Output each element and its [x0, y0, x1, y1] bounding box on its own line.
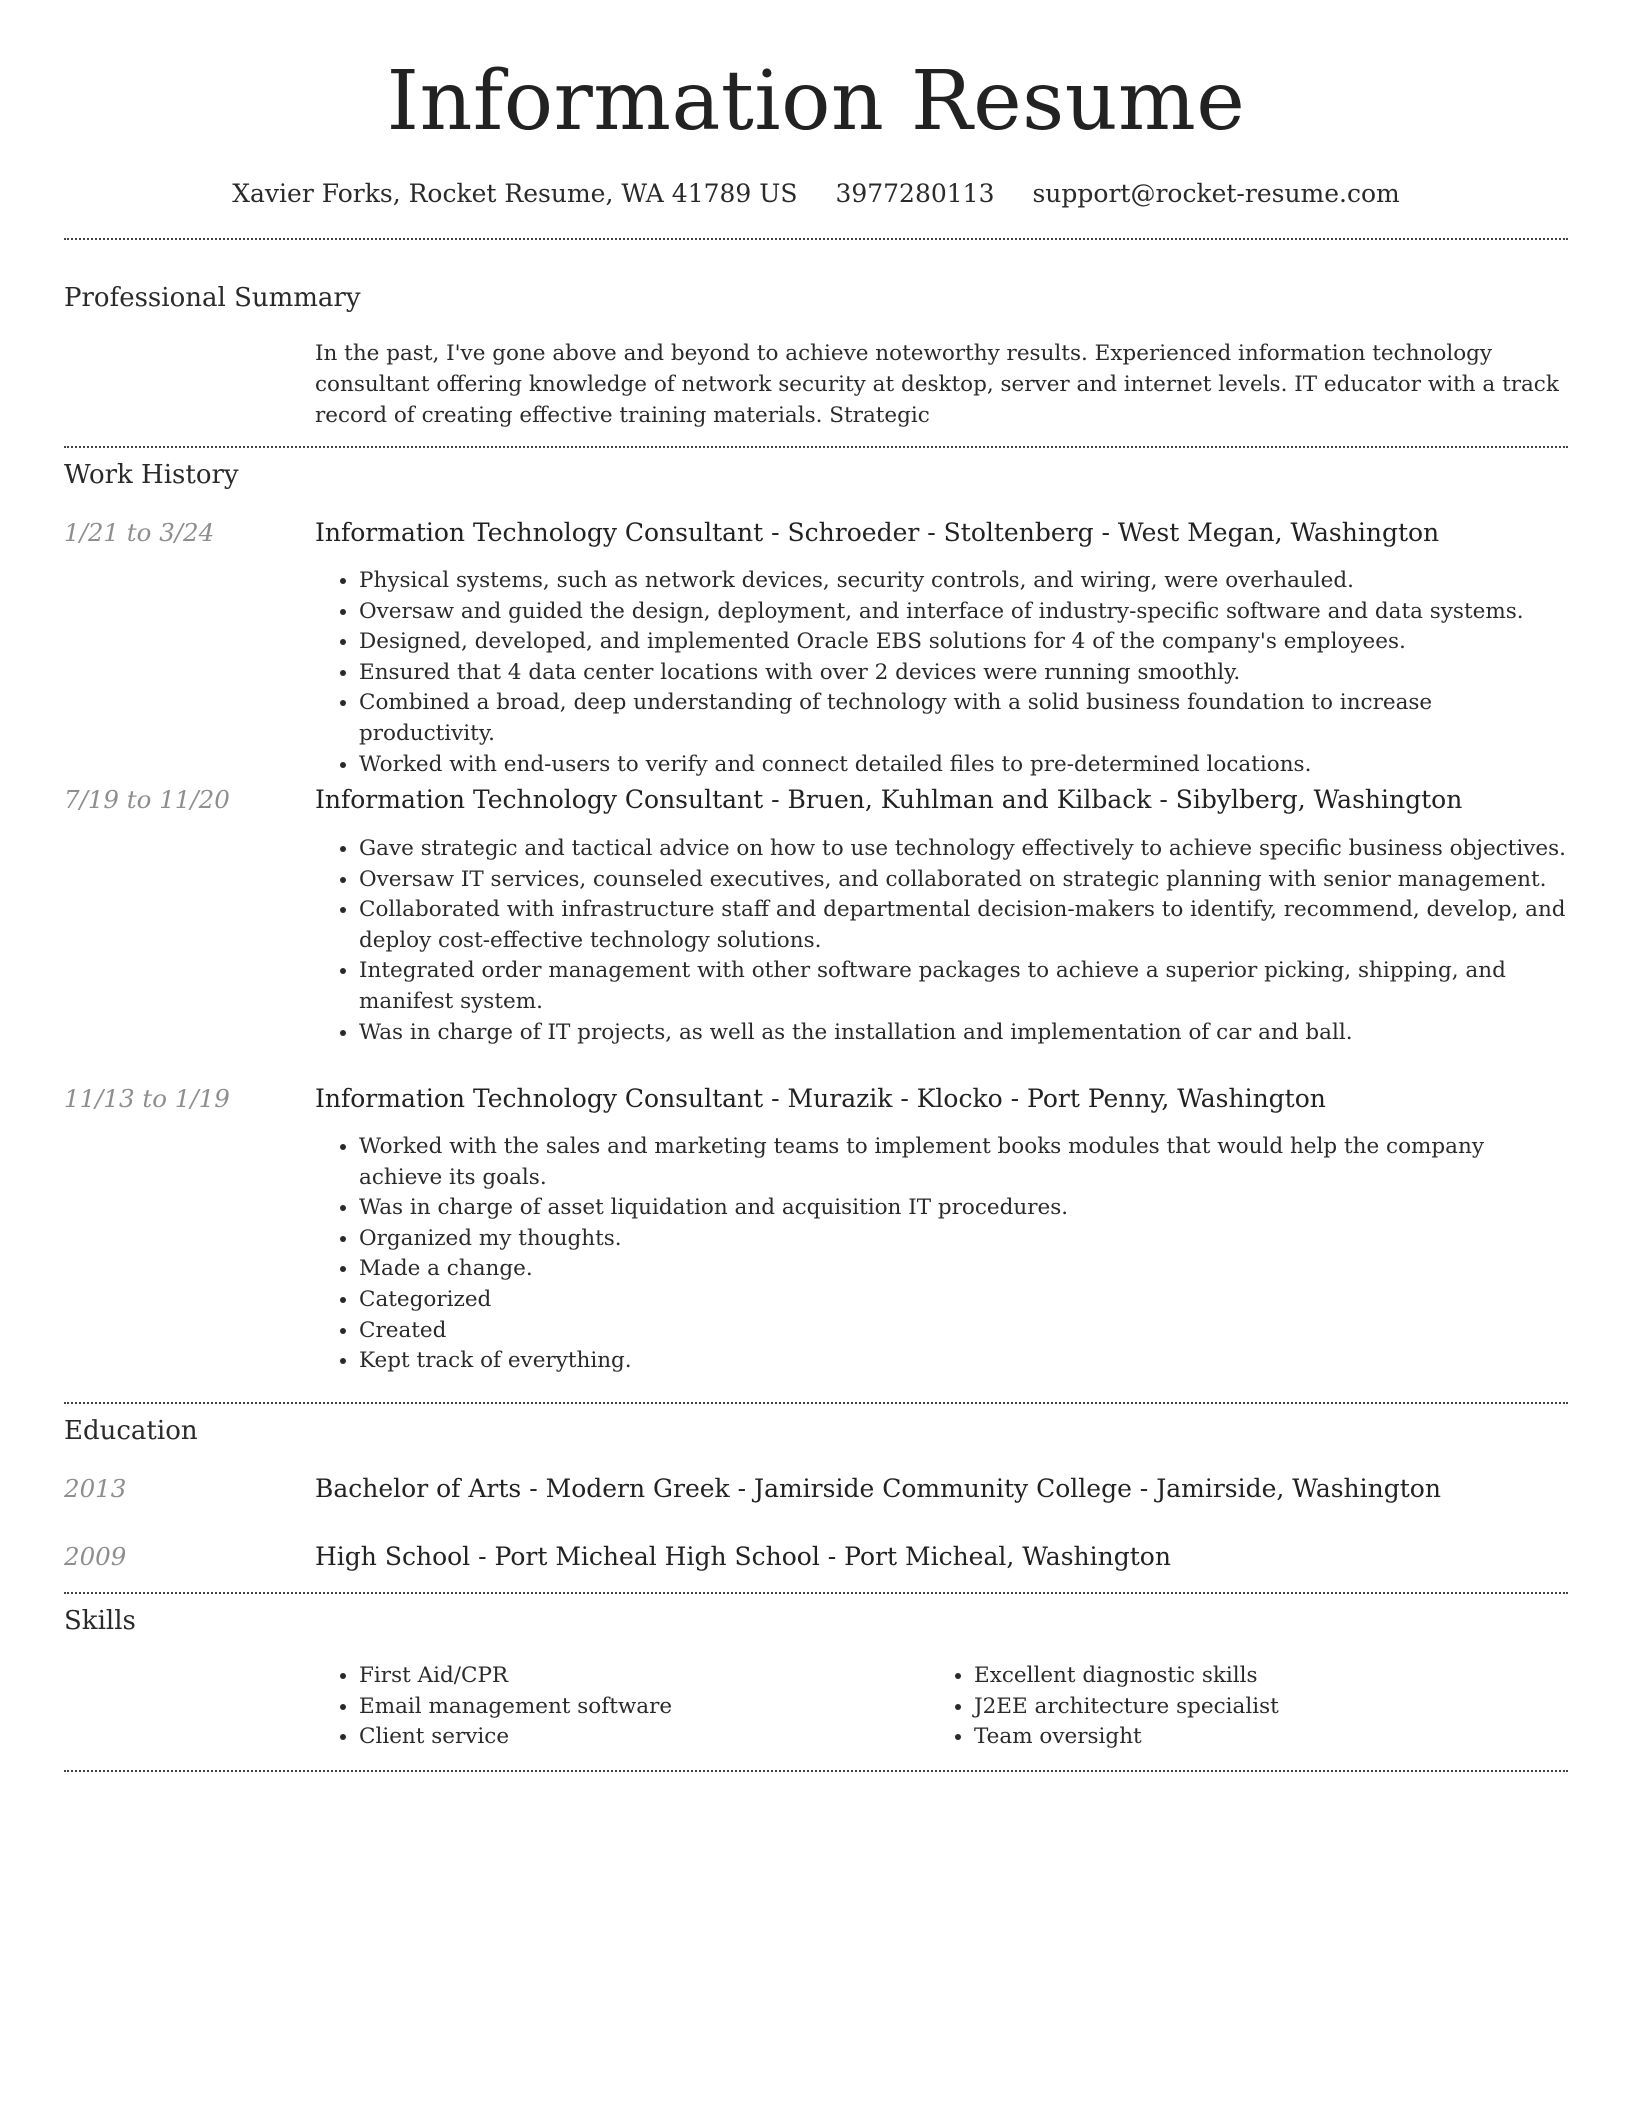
- list-item: • Gave strategic and tactical advice on how to use technology effectively to achieve specific business objectives.: [359, 834, 1568, 865]
- education-heading: [315, 1472, 1568, 1506]
- education-degree: Bachelor of Arts - Modern Greek: [315, 1474, 730, 1503]
- contact-line: [0, 174, 1632, 214]
- skill-item: • Team oversight: [974, 1722, 1534, 1753]
- list-item: • Integrated order management with other software packages to achieve a superior picking, shipping, and manifest system.: [359, 956, 1568, 1017]
- job-role: Information Technology Consultant: [315, 785, 764, 814]
- list-item: • Categorized: [359, 1285, 1568, 1316]
- list-item: • Was in charge of asset liquidation and acquisition IT procedures.: [359, 1193, 1568, 1224]
- list-item: • Worked with end-users to verify and connect detailed files to pre-determined locations.: [359, 750, 1568, 781]
- resume-name: Information Resume: [386, 54, 1246, 149]
- section-title-summary: Professional Summary: [64, 283, 361, 313]
- divider: [64, 1402, 1568, 1404]
- job-bullets: [315, 834, 1568, 1048]
- list-item: • Ensured that 4 data center locations with over 2 devices were running smoothly.: [359, 658, 1568, 689]
- list-item: • Was in charge of IT projects, as well as the installation and implementation of car and ball.: [359, 1018, 1568, 1049]
- job-role: Information Technology Consultant: [315, 518, 764, 547]
- education-degree: High School: [315, 1542, 471, 1571]
- list-item: • Combined a broad, deep understanding of technology with a solid business foundation to increase productivity.: [359, 688, 1568, 749]
- list-item: • Organized my thoughts.: [359, 1224, 1568, 1255]
- job-employer: - Murazik - Klocko - Port Penny, Washington: [763, 1084, 1326, 1113]
- job-heading: [315, 783, 1568, 817]
- job-dates: 1/21 to 3/24: [64, 518, 215, 547]
- contact-email: support@rocket-resume.com: [1032, 179, 1400, 208]
- list-item: • Kept track of everything.: [359, 1346, 1568, 1377]
- list-item: • Designed, developed, and implemented Oracle EBS solutions for 4 of the company's employees.: [359, 627, 1568, 658]
- education-heading: [315, 1540, 1568, 1574]
- education-year: 2013: [64, 1474, 127, 1503]
- list-item: • Oversaw IT services, counseled executives, and collaborated on strategic planning with senior management.: [359, 865, 1568, 896]
- list-item: • Physical systems, such as network devices, security controls, and wiring, were overhauled.: [359, 566, 1568, 597]
- education-school: - Port Micheal High School - Port Micheal, Washington: [470, 1542, 1171, 1571]
- divider: [64, 1592, 1568, 1594]
- job-role: Information Technology Consultant: [315, 1084, 764, 1113]
- list-item: • Made a change.: [359, 1254, 1568, 1285]
- summary-text: In the past, I've gone above and beyond to achieve noteworthy results. Experienced information technology consultant offering knowledge of network security at desktop, server and internet levels. IT educator with a track record of creating effective training materials. Strategic: [315, 341, 1559, 428]
- skill-item: • Client service: [359, 1722, 919, 1753]
- job-bullets: [315, 566, 1568, 780]
- job-heading: [315, 516, 1568, 550]
- job-bullets: [315, 1132, 1568, 1377]
- skills-list-left: [315, 1661, 919, 1753]
- job-heading: [315, 1082, 1568, 1116]
- job-dates: 11/13 to 1/19: [64, 1084, 230, 1113]
- list-item: • Oversaw and guided the design, deployment, and interface of industry-specific software and data systems.: [359, 597, 1568, 628]
- section-title-skills: Skills: [64, 1606, 136, 1636]
- contact-address: Xavier Forks, Rocket Resume, WA 41789 US: [232, 179, 798, 208]
- skill-item: • Email management software: [359, 1692, 919, 1723]
- divider: [64, 446, 1568, 448]
- section-title-work: Work History: [64, 460, 239, 490]
- contact-phone: 3977280113: [835, 179, 995, 208]
- job-employer: - Bruen, Kuhlman and Kilback - Sibylberg, Washington: [763, 785, 1463, 814]
- skill-item: • Excellent diagnostic skills: [974, 1661, 1534, 1692]
- section-title-education: Education: [64, 1416, 198, 1446]
- job-dates: 7/19 to 11/20: [64, 785, 230, 814]
- job-employer: - Schroeder - Stoltenberg - West Megan, Washington: [763, 518, 1440, 547]
- education-year: 2009: [64, 1542, 127, 1571]
- skills-list-right: [930, 1661, 1534, 1753]
- divider: [64, 1770, 1568, 1772]
- list-item: • Collaborated with infrastructure staff and departmental decision-makers to identify, recommend, develop, and deploy cost-effective technology solutions.: [359, 895, 1568, 956]
- skill-item: • J2EE architecture specialist: [974, 1692, 1534, 1723]
- list-item: • Created: [359, 1316, 1568, 1347]
- divider: [64, 238, 1568, 240]
- list-item: • Worked with the sales and marketing teams to implement books modules that would help the company achieve its goals.: [359, 1132, 1568, 1193]
- education-school: - Jamirside Community College - Jamirside, Washington: [729, 1474, 1441, 1503]
- skill-item: • First Aid/CPR: [359, 1661, 919, 1692]
